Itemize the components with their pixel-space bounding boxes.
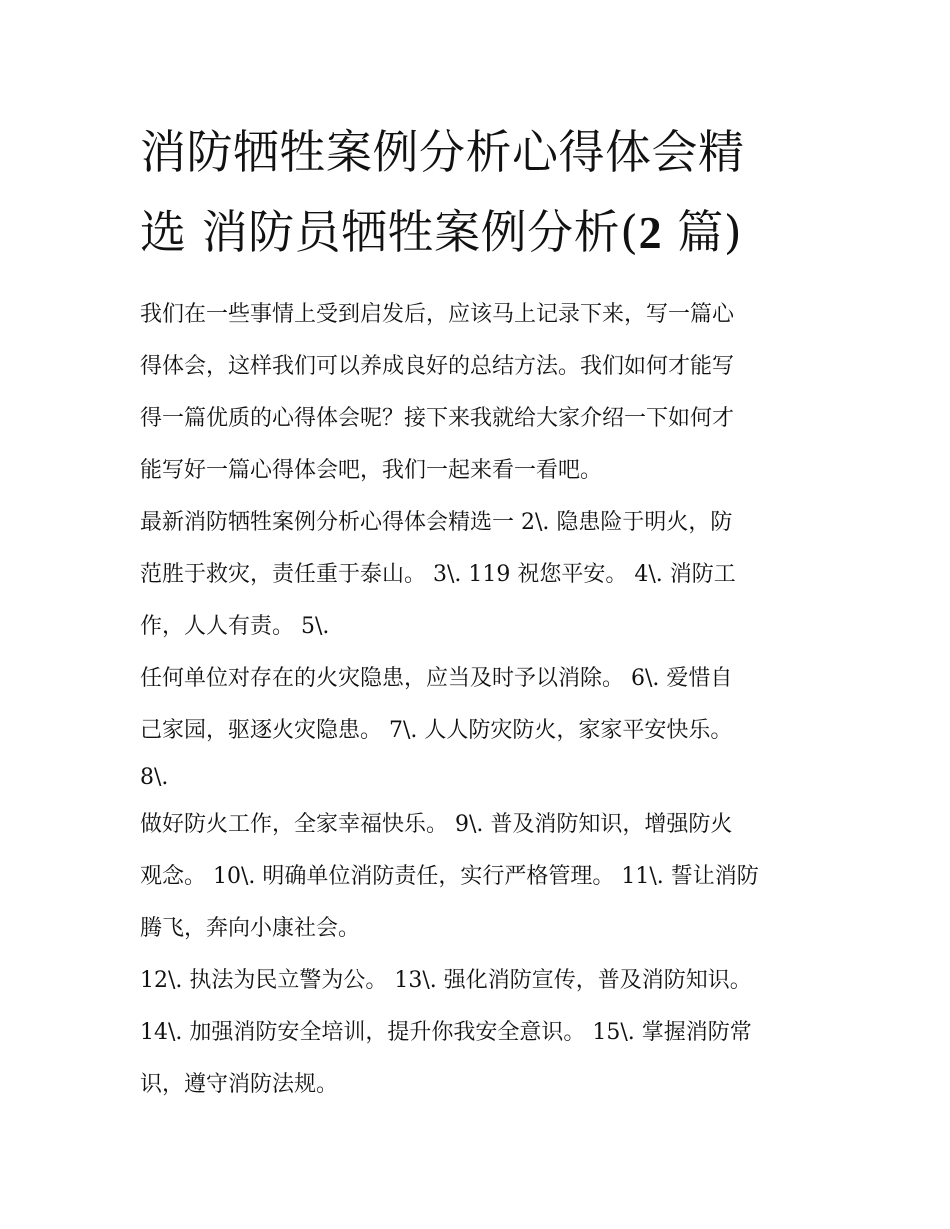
paragraph-intro xyxy=(140,289,812,497)
text-line: 观念。 10\. 明确单位消防责任，实行严格管理。 11\. 誓让消防 xyxy=(140,864,759,889)
text-line: 做好防火工作，全家幸福快乐。 9\. 普及消防知识，增强防火 xyxy=(140,812,733,837)
title-line-2 xyxy=(140,192,812,273)
text-line: 作，人人有责。 5\. xyxy=(140,614,330,639)
text-line: 范胜于救灾，责任重于泰山。 3\. 119 祝您平安。 4\. 消防工 xyxy=(140,562,736,587)
text-line: 得体会，这样我们可以养成良好的总结方法。我们如何才能写 xyxy=(140,354,735,379)
document-title xyxy=(140,112,812,273)
title-line-1: 消防牺牲案例分析心得体会精 xyxy=(140,125,745,179)
text-line: 识，遵守消防法规。 xyxy=(140,1072,339,1097)
text-line: 己家园，驱逐火灾隐患。 7\. 人人防灾防火，家家平安快乐。 xyxy=(140,718,733,743)
text-line: 最新消防牺牲案例分析心得体会精选一 2\. 隐患险于明火，防 xyxy=(140,510,733,535)
document-body xyxy=(140,112,812,1111)
text-line: 得一篇优质的心得体会呢？接下来我就给大家介绍一下如何才 xyxy=(140,406,735,431)
text-line: 任何单位对存在的火灾隐患，应当及时予以消除。 6\. 爱惜自 xyxy=(140,666,733,691)
title-line-2-bold: 2 xyxy=(638,207,663,258)
paragraph-slogans-1 xyxy=(140,497,812,653)
paragraph-slogans-4 xyxy=(140,955,812,1111)
text-line: 我们在一些事情上受到启发后，应该马上记录下来，写一篇心 xyxy=(140,302,735,327)
text-line: 14\. 加强消防安全培训，提升你我安全意识。 15\. 掌握消防常 xyxy=(140,1020,752,1045)
text-line: 8\. xyxy=(140,765,169,790)
paragraph-slogans-3 xyxy=(140,799,812,955)
text-line: 能写好一篇心得体会吧，我们一起来看一看吧。 xyxy=(140,458,603,483)
paragraph-slogans-2 xyxy=(140,653,812,799)
text-line: 12\. 执法为民立警为公。 13\. 强化消防宣传，普及消防知识。 xyxy=(140,968,752,993)
title-line-2-prefix: 选 消防员牺牲案例分析( xyxy=(140,205,639,259)
text-line: 腾飞，奔向小康社会。 xyxy=(140,916,361,941)
title-line-2-suffix: 篇) xyxy=(662,205,743,259)
